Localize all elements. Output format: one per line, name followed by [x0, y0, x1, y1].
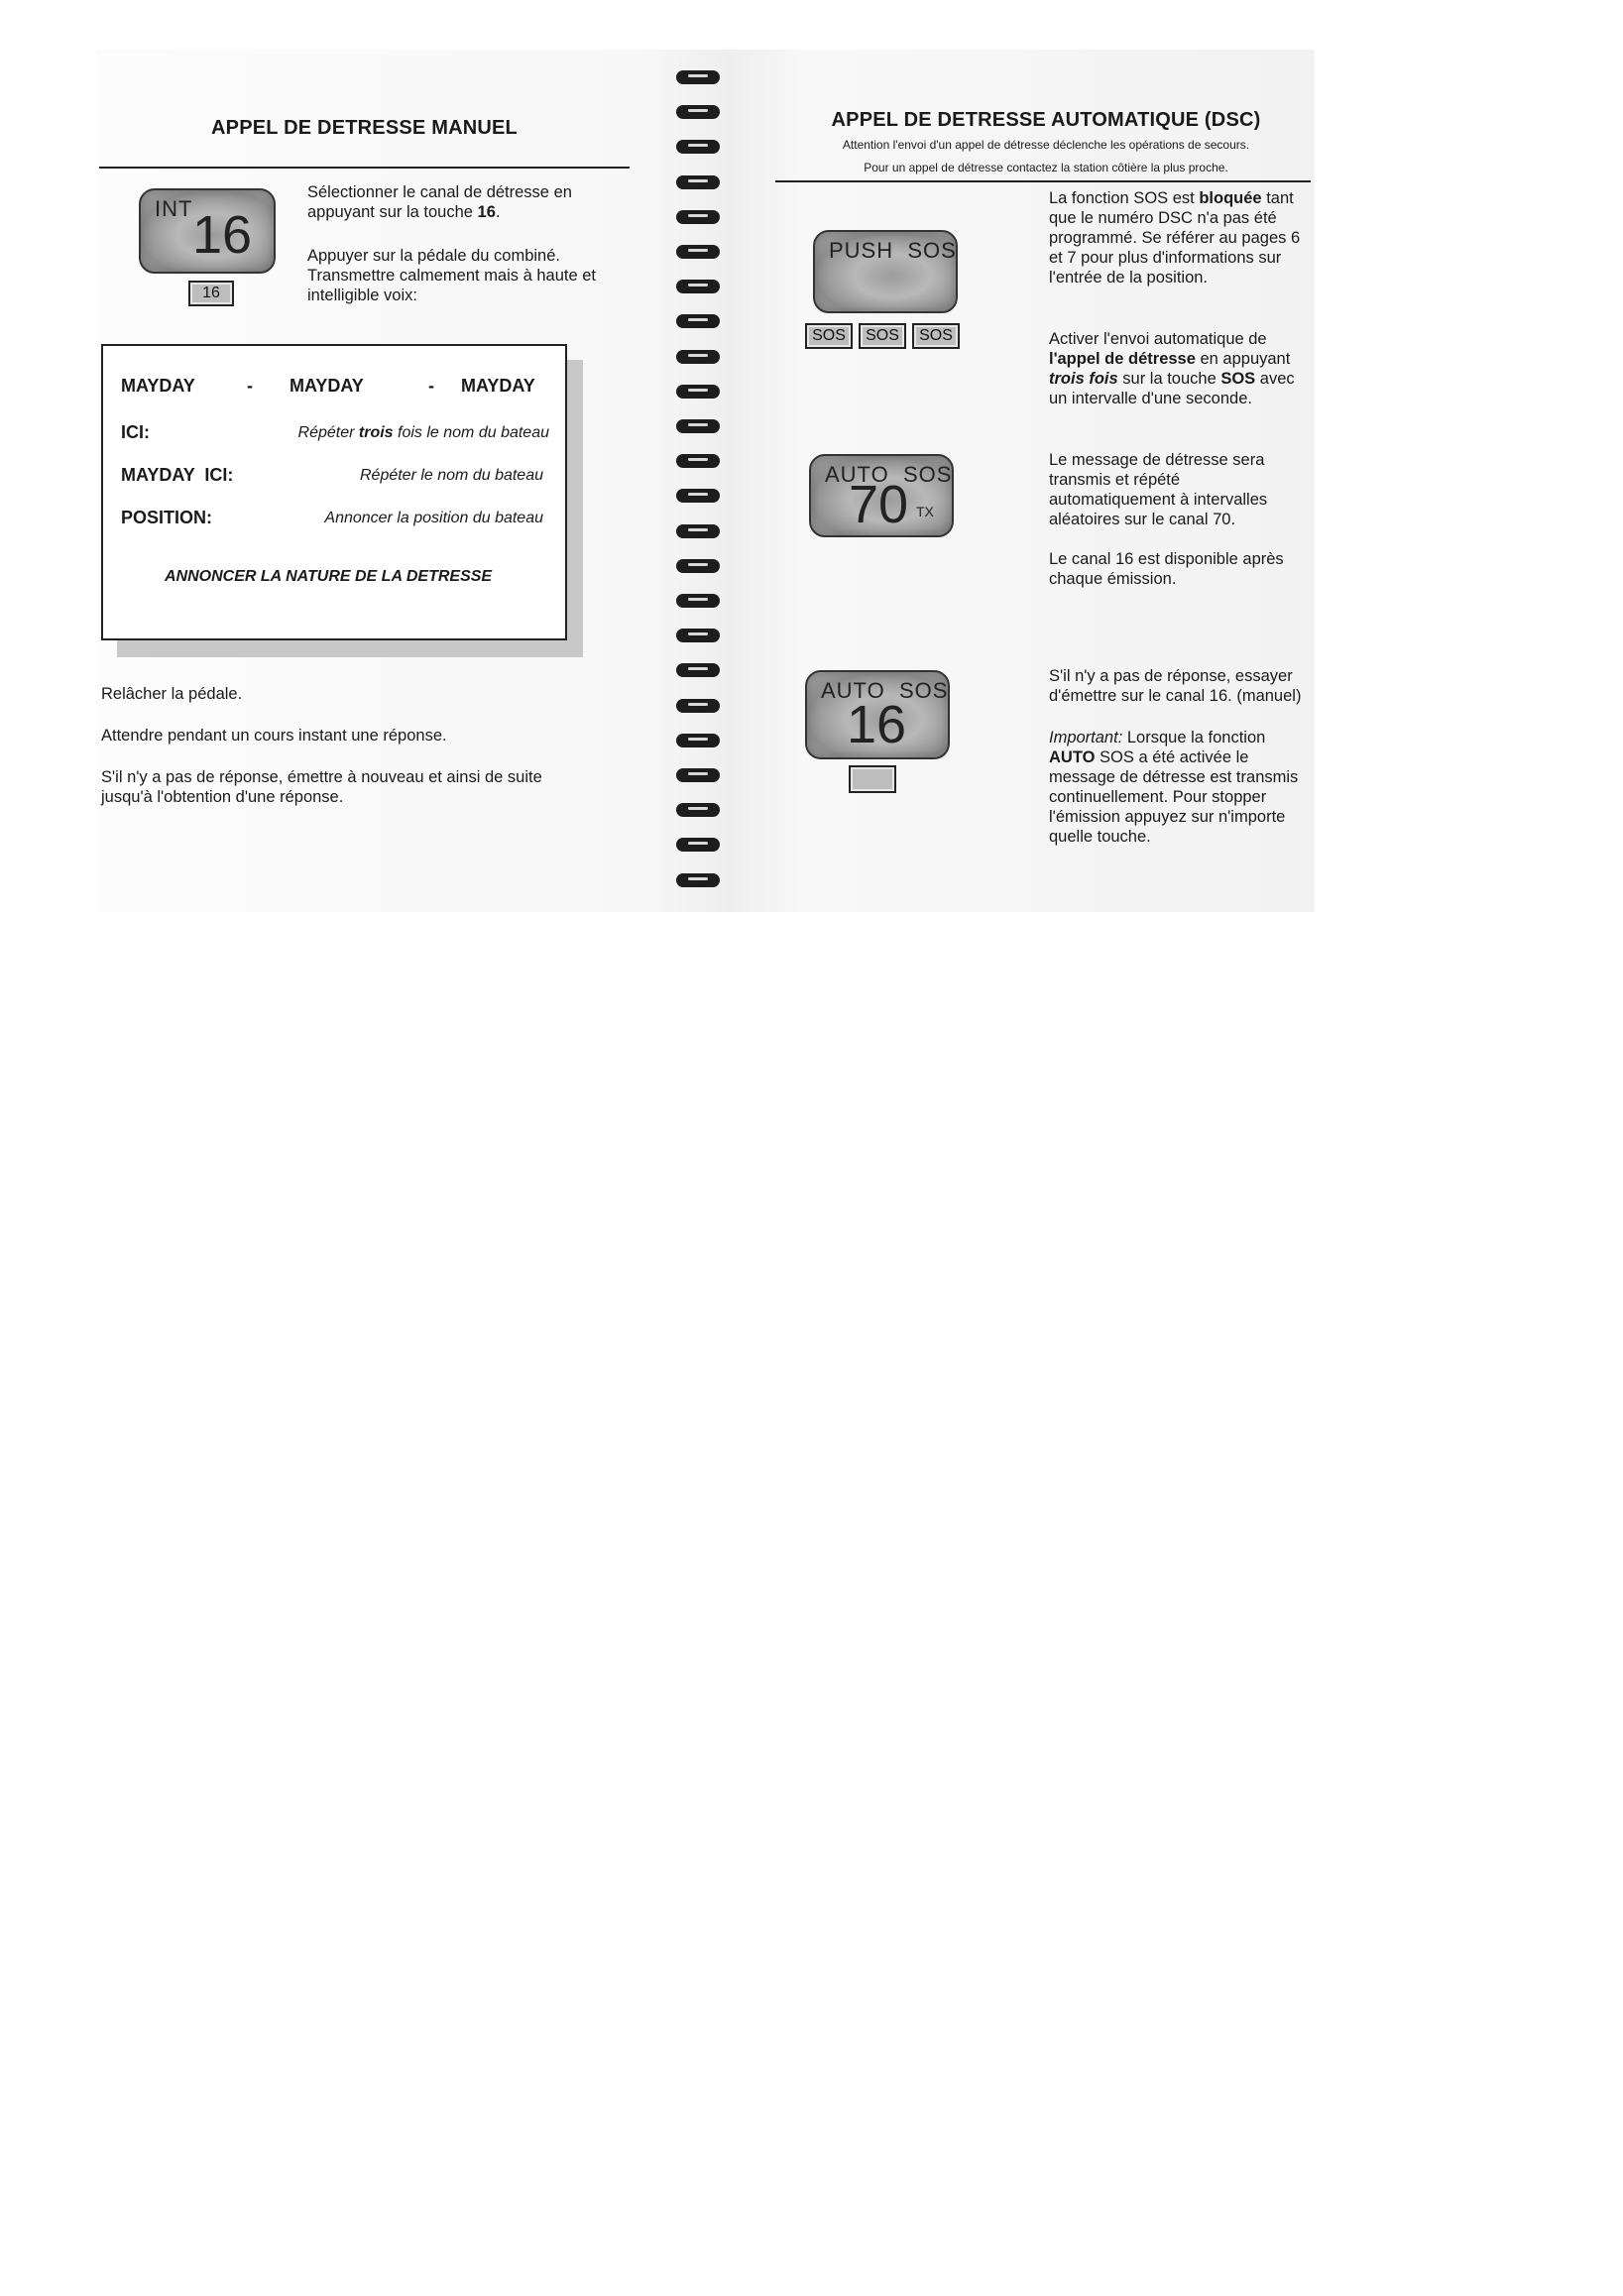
- no-response-text: S'il n'y a pas de réponse, essayer d'émettre sur le canal 16. (manuel): [1049, 667, 1302, 705]
- ici-row: ICI: Répéter trois fois le nom du bateau: [121, 422, 549, 442]
- spiral-loop: [670, 591, 726, 611]
- spiral-loop: [670, 556, 726, 576]
- position-row: POSITION: Annoncer la position du bateau: [121, 508, 543, 527]
- spiral-loop: [670, 102, 726, 122]
- push-sos-display: [813, 230, 958, 313]
- spiral-loop: [670, 800, 726, 820]
- spiral-loop: [670, 660, 726, 680]
- right-title-rule: [775, 180, 1311, 182]
- important-note-text: Important: Lorsque la fonction AUTO SOS a été activée le message de détresse est transmis continuellement. Pour stopper l'émission appuyez sur n'importe quelle touche.: [1049, 729, 1299, 846]
- channel-16-available-text: Le canal 16 est disponible après chaque émission.: [1049, 550, 1284, 588]
- repeat-text: S'il n'y a pas de réponse, émettre à nouveau et ainsi de suite jusqu'à l'obtention d'une réponse.: [101, 768, 542, 806]
- sos-key-3[interactable]: SOS: [912, 323, 960, 349]
- select-channel-instruction: Sélectionner le canal de détresse en appuyant sur la touche 16.: [307, 183, 572, 221]
- spiral-loop: [670, 521, 726, 541]
- spiral-loop: [670, 382, 726, 402]
- spiral-loop: [670, 137, 726, 157]
- spiral-loop: [670, 347, 726, 367]
- spiral-loop: [670, 731, 726, 750]
- spiral-loop: [670, 835, 726, 855]
- display-channel-number: 70: [849, 475, 909, 534]
- spiral-loop: [670, 67, 726, 87]
- right-subtitle-1: Attention l'envoi d'un appel de détresse déclenche les opérations de secours.: [842, 138, 1250, 152]
- spiral-loop: [670, 416, 726, 436]
- blank-key[interactable]: [849, 765, 896, 793]
- mayday-procedure-box: [101, 344, 567, 640]
- mayday-row: MAYDAY - MAYDAY - MAYDAY: [121, 376, 535, 396]
- tx-indicator: TX: [916, 504, 934, 519]
- spiral-loop: [670, 765, 726, 785]
- right-page-title: APPEL DE DETRESSE AUTOMATIQUE (DSC): [831, 109, 1261, 131]
- auto-sos-70-display: [809, 454, 954, 537]
- auto-sos-16-display: [805, 670, 950, 759]
- sos-key-2[interactable]: SOS: [859, 323, 906, 349]
- right-subtitle-2: Pour un appel de détresse contactez la station côtière la plus proche.: [864, 161, 1228, 174]
- spiral-loop: [670, 172, 726, 192]
- display-mode-label: AUTO SOS: [825, 462, 953, 487]
- spiral-loop: [670, 242, 726, 262]
- display-mode-label: AUTO SOS: [821, 678, 949, 703]
- press-pedal-instruction: Appuyer sur la pédale du combiné. Transmettre calmement mais à haute et intelligible voix:: [307, 247, 597, 304]
- spiral-loop: [670, 696, 726, 716]
- spiral-loop: [670, 311, 726, 331]
- activate-sos-text: Activer l'envoi automatique de l'appel de détresse en appuyant trois fois sur la touche SOS avec un intervalle d'une seconde.: [1049, 330, 1295, 407]
- display-channel-number: 16: [847, 695, 907, 754]
- distress-message-text: Le message de détresse sera transmis et répété automatiquement à intervalles aléatoires sur le canal 70.: [1049, 451, 1268, 528]
- wait-response-text: Attendre pendant un cours instant une réponse.: [101, 727, 447, 745]
- nature-of-distress: ANNONCER LA NATURE DE LA DETRESSE: [165, 568, 493, 585]
- spiral-loop: [670, 277, 726, 296]
- release-pedal-text: Relâcher la pédale.: [101, 685, 243, 703]
- key-16[interactable]: 16: [188, 281, 234, 306]
- spiral-loop: [670, 486, 726, 506]
- sos-key-1[interactable]: SOS: [805, 323, 853, 349]
- left-page-title: APPEL DE DETRESSE MANUEL: [211, 117, 518, 139]
- spiral-loop: [670, 207, 726, 227]
- spiral-loop: [670, 870, 726, 890]
- display-mode-label: PUSH SOS: [829, 238, 957, 263]
- mayday-ici-row: MAYDAY ICI: Répéter le nom du bateau: [121, 465, 543, 485]
- left-title-rule: [99, 167, 630, 169]
- display-channel-number: 16: [192, 205, 253, 265]
- display-mode-label: INT: [155, 196, 193, 221]
- spiral-loop: [670, 626, 726, 645]
- spiral-loop: [670, 451, 726, 471]
- sos-blocked-text: La fonction SOS est bloquée tant que le numéro DSC n'a pas été programmé. Se référer au pages 6 et 7 pour plus d'informations sur l'entrée de la position.: [1049, 189, 1301, 287]
- int-16-display: [139, 188, 276, 274]
